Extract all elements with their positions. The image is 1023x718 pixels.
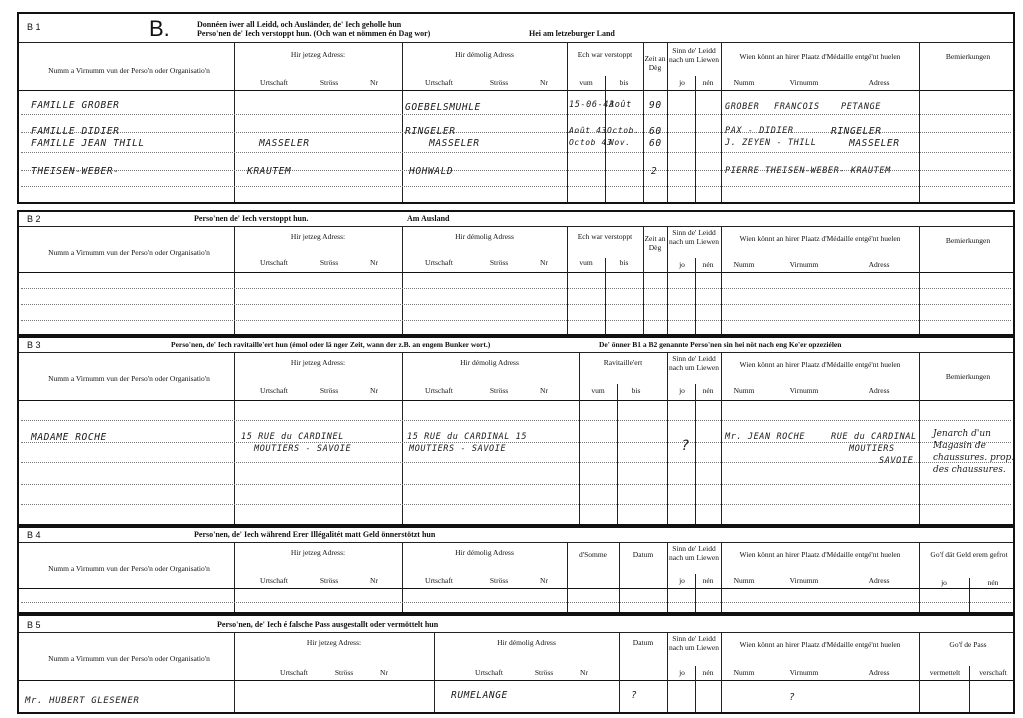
section-title: Donnéen iwer all Leidd, och Ausländer, de' Iech geholle hun xyxy=(197,20,402,29)
col-urtschaft: Urtschaft xyxy=(425,258,453,267)
entry-days: 2 xyxy=(651,166,658,177)
col-name-header: Numm a Virnumm vun der Perso'n oder Organisatio'n xyxy=(48,248,210,257)
col-nr: Nr xyxy=(540,576,548,585)
col-numm: Numm xyxy=(733,576,755,585)
section-id: B 2 xyxy=(27,214,41,224)
col-old-address: Hir démolig Adress xyxy=(455,548,514,557)
col-stross: Ströss xyxy=(489,258,509,267)
col-stross: Ströss xyxy=(319,78,339,87)
col-mediated: vermettelt xyxy=(929,668,961,677)
remarks-note: Jenarch d'un Magasin de chaussures. prop. des chaussures. xyxy=(933,429,1015,475)
col-vum: vum xyxy=(579,258,593,267)
col-date: Datum xyxy=(632,550,654,559)
col-adress: Adress xyxy=(868,260,890,269)
col-jo: jo xyxy=(679,78,685,87)
medal-name: GROBER xyxy=(725,102,760,112)
col-supplied: Ravitaille'ert xyxy=(603,358,643,367)
entry-from: 15-06-43 xyxy=(569,100,615,110)
col-nen: nén xyxy=(702,78,714,87)
medal-first: Mr. JEAN ROCHE xyxy=(725,432,806,442)
col-date: Datum xyxy=(632,638,654,647)
col-jo: jo xyxy=(679,576,685,585)
medal-name: PAX - DIDIER xyxy=(725,126,794,136)
entry-days: 90 xyxy=(649,100,662,111)
medal-name: J. ZEYEN - THILL xyxy=(725,138,817,148)
col-urtschaft: Urtschaft xyxy=(425,78,453,87)
entry-to: Nov. xyxy=(609,138,631,147)
entry-from: Août 43 xyxy=(569,126,607,135)
entry-days: 60 xyxy=(649,126,662,137)
col-current-address: Hir jetzeg Adress: xyxy=(290,232,346,241)
col-adress: Adress xyxy=(868,386,890,395)
entry-old-address: GOEBELSMUHLE xyxy=(405,102,481,113)
col-bis: bis xyxy=(631,386,641,395)
col-pass: Go'f de Pass xyxy=(949,640,987,649)
entry-old-address-2: MOUTIERS - SAVOIE xyxy=(409,444,507,454)
col-nen: nén xyxy=(702,576,714,585)
col-nr: Nr xyxy=(540,78,548,87)
col-jo: jo xyxy=(679,386,685,395)
col-money-asked: Go'f dät Geld erem gefrot xyxy=(930,550,1008,559)
medal-address: PETANGE xyxy=(841,102,882,112)
entry-current-address: MASSELER xyxy=(259,138,310,149)
col-urtschaft: Urtschaft xyxy=(475,668,503,677)
col-urtschaft: Urtschaft xyxy=(260,386,288,395)
col-adress: Adress xyxy=(868,668,890,677)
col-numm: Numm xyxy=(733,386,755,395)
col-nr: Nr xyxy=(540,258,548,267)
col-stross: Ströss xyxy=(319,576,339,585)
entry-name: MADAME ROCHE xyxy=(31,432,107,443)
section-id: B 5 xyxy=(27,620,41,630)
entry-current-address: KRAUTEM xyxy=(247,166,292,177)
col-stross: Ströss xyxy=(319,258,339,267)
col-current-address: Hir jetzeg Adress: xyxy=(290,358,346,367)
entry-current-address-2: MOUTIERS - SAVOIE xyxy=(254,444,352,454)
entry-current-address: 15 RUE du CARDINEL xyxy=(241,432,344,442)
alive-mark: ? xyxy=(681,438,691,454)
section-title: Perso'nen, de' Iech während Erer Illégalitét matt Geld önnerstötzt hun xyxy=(194,530,436,539)
section-b5 xyxy=(17,614,1015,714)
col-alive: Sinn de' Leidd nach um Liewen xyxy=(669,634,719,652)
col-virnumm: Virnumm xyxy=(789,260,819,269)
col-virnumm: Virnumm xyxy=(789,78,819,87)
section-id: B 3 xyxy=(27,340,41,350)
col-urtschaft: Urtschaft xyxy=(280,668,308,677)
col-urtschaft: Urtschaft xyxy=(425,576,453,585)
col-nr: Nr xyxy=(370,386,378,395)
medal-address: MASSELER xyxy=(849,138,900,149)
section-id: B 4 xyxy=(27,530,41,540)
col-alive: Sinn de' Leidd nach um Liewen xyxy=(669,46,719,64)
col-urtschaft: Urtschaft xyxy=(260,78,288,87)
medal-address-3: SAVOIE xyxy=(879,456,914,466)
col-name-header: Numm a Virnumm vun der Perso'n oder Organisatio'n xyxy=(48,66,210,75)
entry-from: Octob 43 xyxy=(569,138,613,147)
col-nr: Nr xyxy=(380,668,388,677)
col-alive: Sinn de' Leidd nach um Liewen xyxy=(669,544,719,562)
col-days: Zeit an Dèg xyxy=(644,54,666,72)
medal-address: RUE du CARDINAL xyxy=(831,432,917,442)
entry-date: ? xyxy=(631,690,638,701)
section-b3 xyxy=(17,336,1015,526)
col-urtschaft: Urtschaft xyxy=(425,386,453,395)
section-b2 xyxy=(17,210,1015,336)
col-hidden: Ech war verstoppt xyxy=(577,50,633,59)
entry-name: FAMILLE DIDIER xyxy=(31,126,120,137)
col-numm: Numm xyxy=(733,260,755,269)
col-vum: vum xyxy=(591,386,605,395)
col-jo: jo xyxy=(679,260,685,269)
section-place: Am Ausland xyxy=(407,214,450,223)
col-nr: Nr xyxy=(370,258,378,267)
col-old-address: Hir démolig Adress xyxy=(455,232,514,241)
col-remarks: Bemierkungen xyxy=(945,372,991,381)
col-urtschaft: Urtschaft xyxy=(260,258,288,267)
medal-name: PIERRE THEISEN-WEBER- KRAUTEM xyxy=(725,166,891,176)
section-b1 xyxy=(17,12,1015,204)
form-page xyxy=(17,12,1016,716)
col-nr: Nr xyxy=(370,78,378,87)
col-numm: Numm xyxy=(733,668,755,677)
medal-unknown: ? xyxy=(789,692,796,703)
col-stross: Ströss xyxy=(534,668,554,677)
col-nen: nén xyxy=(702,260,714,269)
entry-to: Août xyxy=(609,100,632,110)
entry-old-address: MASSELER xyxy=(429,138,480,149)
col-stross: Ströss xyxy=(489,386,509,395)
entry-old-address: RUMELANGE xyxy=(451,690,508,701)
col-medal: Wien könnt an hirer Plaatz d'Médaille entgé'nt huelen xyxy=(739,360,901,369)
col-name-header: Numm a Virnumm vun der Perso'n oder Organisatio'n xyxy=(48,374,210,383)
entry-name: FAMILLE GROBER xyxy=(31,100,120,111)
col-current-address: Hir jetzeg Adress: xyxy=(290,548,346,557)
col-nen: nén xyxy=(702,668,714,677)
col-hidden: Ech war verstoppt xyxy=(577,232,633,241)
col-urtschaft: Urtschaft xyxy=(260,576,288,585)
col-numm: Numm xyxy=(733,78,755,87)
col-old-address: Hir démolig Adress xyxy=(497,638,556,647)
entry-name: THEISEN-WEBER- xyxy=(31,166,120,177)
col-bis: bis xyxy=(619,78,629,87)
col-sum: d'Somme xyxy=(578,550,608,559)
col-vum: vum xyxy=(579,78,593,87)
col-nr: Nr xyxy=(540,386,548,395)
col-alive: Sinn de' Leidd nach um Liewen xyxy=(669,354,719,372)
col-medal: Wien könnt an hirer Plaatz d'Médaille entgé'nt huelen xyxy=(739,640,901,649)
entry-days: 60 xyxy=(649,138,662,149)
col-alive: Sinn de' Leidd nach um Liewen xyxy=(669,228,719,246)
col-old-address: Hir démolig Adress xyxy=(460,358,519,367)
col-virnumm: Virnumm xyxy=(789,386,819,395)
section-id: B 1 xyxy=(27,22,41,32)
col-stross: Ströss xyxy=(489,576,509,585)
entry-old-address: 15 RUE du CARDINAL 15 xyxy=(407,432,528,442)
col-old-address: Hir démolig Adress xyxy=(455,50,514,59)
section-note: De' önner B1 a B2 genannte Perso'nen sin hei nöt nach eng Ke'er opzeziélen xyxy=(599,340,842,349)
col-virnumm: Virnumm xyxy=(789,576,819,585)
section-place: Hei am letzeburger Land xyxy=(529,29,615,38)
col-name-header: Numm a Virnumm vun der Perso'n oder Organisatio'n xyxy=(48,564,210,573)
section-title: Perso'nen, de' Iech é falsche Pass ausgestallt oder vermöttelt hun xyxy=(217,620,439,629)
col-days: Zeit an Dèg xyxy=(644,234,666,252)
entry-old-address: HOHWALD xyxy=(409,166,454,177)
col-current-address: Hir jetzeg Adress: xyxy=(306,638,362,647)
col-medal: Wien könnt an hirer Plaatz d'Médaille entgé'nt huelen xyxy=(739,550,901,559)
col-procured: verschaft xyxy=(979,668,1007,677)
section-subtitle: Perso'nen de' Iech verstoppt hun. (Och wan et nömmen én Dag wor) xyxy=(197,29,431,38)
col-remarks: Bemierkungen xyxy=(945,236,991,245)
col-nen: nén xyxy=(987,578,999,587)
col-jo: jo xyxy=(679,668,685,677)
medal-first: FRANCOIS xyxy=(774,102,820,112)
section-b4 xyxy=(17,526,1015,614)
col-name-header: Numm a Virnumm vun der Perso'n oder Organisatio'n xyxy=(48,654,210,663)
col-current-address: Hir jetzeg Adress: xyxy=(290,50,346,59)
col-nr: Nr xyxy=(370,576,378,585)
col-nen: nén xyxy=(702,386,714,395)
medal-address-2: MOUTIERS xyxy=(849,444,895,454)
entry-to: Octob. xyxy=(607,126,640,135)
entry-old-address: RINGELER xyxy=(405,126,456,137)
col-stross: Ströss xyxy=(489,78,509,87)
entry-name: FAMILLE JEAN THILL xyxy=(31,138,145,149)
col-medal: Wien könnt an hirer Plaatz d'Médaille entgé'nt huelen xyxy=(739,234,901,243)
col-remarks: Bemierkungen xyxy=(945,52,991,61)
col-virnumm: Virnumm xyxy=(789,668,819,677)
col-stross: Ströss xyxy=(334,668,354,677)
col-stross: Ströss xyxy=(319,386,339,395)
section-title: Perso'nen, de' Iech ravitaille'ert hun (émol oder lä nger Zeit, wann der z.B. an engem Bunker wort.) xyxy=(171,340,491,349)
col-jo: jo xyxy=(941,578,947,587)
medal-address: RINGELER xyxy=(831,126,882,137)
form-letter: B. xyxy=(149,16,170,41)
entry-name: Mr. HUBERT GLESENER xyxy=(25,696,140,706)
section-title: Perso'nen de' Iech verstoppt hun. xyxy=(194,214,309,223)
col-adress: Adress xyxy=(868,576,890,585)
col-nr: Nr xyxy=(580,668,588,677)
col-medal: Wien könnt an hirer Plaatz d'Médaille entgé'nt huelen xyxy=(739,52,901,61)
col-bis: bis xyxy=(619,258,629,267)
col-adress: Adress xyxy=(868,78,890,87)
